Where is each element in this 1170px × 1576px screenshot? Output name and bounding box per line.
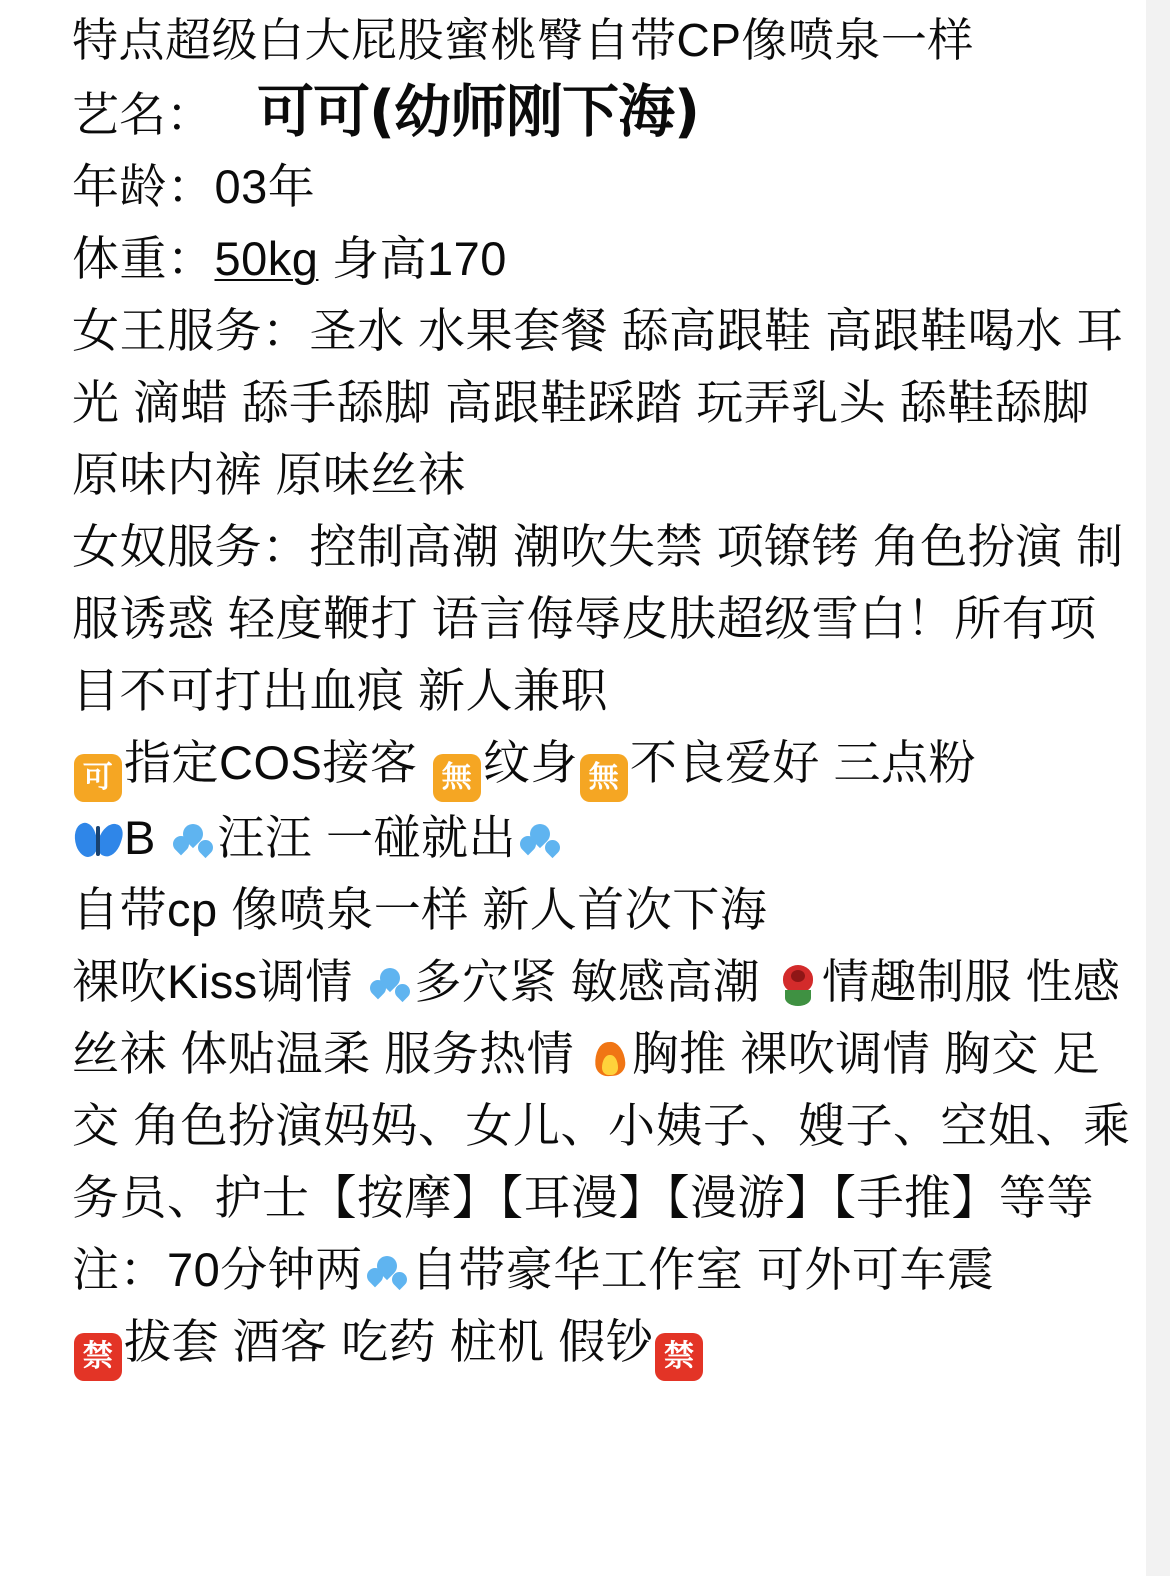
stage-name-value: 可可(幼师刚下海): [257, 79, 700, 145]
rose-icon: [776, 964, 820, 1008]
service-line: [72, 946, 1132, 1234]
weight-height-line: [72, 223, 1132, 295]
cos-text-a: 指定COS接客: [124, 736, 431, 789]
queen-service-line: 女王服务：圣水 水果套餐 舔高跟鞋 高跟鞋喝水 耳光 滴蜡 舔手舔脚 高跟鞋踩踏 玩弄乳头 舔鞋舔脚 原味内裤 原味丝袜: [72, 304, 1124, 501]
service-text-b: 多穴紧 敏感高潮: [414, 955, 774, 1008]
weight-label: 体重：: [72, 232, 215, 285]
stage-name-label: 艺名：: [72, 88, 213, 141]
service-text-d: 胸推 裸吹调情 胸交 足交 角色扮演妈妈、女儿、小姨子、嫂子、空姐、乘务员、护士【按摩】【耳漫】【漫游】【手推】等等: [72, 1027, 1131, 1224]
document-content: [0, 4, 1146, 1381]
page-right-gutter: [1146, 0, 1170, 1576]
slave-service-line: 女奴服务：控制高潮 潮吹失禁 项镣铐 角色扮演 制服诱惑 轻度鞭打 语言侮辱皮肤超级雪白！所有项目不可打出血痕 新人兼职: [72, 520, 1124, 717]
forbidden-text: 拔套 酒客 吃药 桩机 假钞: [124, 1315, 654, 1368]
note-text-a: 注：70分钟两: [72, 1243, 363, 1296]
butterfly-icon: [74, 820, 122, 862]
sweat-droplets-icon-2: [518, 820, 562, 862]
fire-icon: [590, 1036, 630, 1080]
cos-text-c: 不良爱好 三点粉: [629, 736, 976, 789]
jin-badge-icon-2: 禁: [655, 1333, 703, 1381]
forbidden-line: [72, 1306, 1132, 1381]
features-line: 特点超级白大屁股蜜桃臀自带CP像喷泉一样: [72, 14, 974, 66]
note-line: [72, 1234, 1132, 1306]
service-text-a: 裸吹Kiss调情: [72, 955, 367, 1008]
wu-badge-icon-1: 無: [433, 754, 481, 802]
cos-line: [72, 727, 1132, 802]
sweat-droplets-icon-1: [171, 820, 215, 862]
sweat-droplets-icon-3: [368, 964, 412, 1006]
height-value: 身高170: [318, 232, 507, 285]
bust-line: [72, 802, 1132, 874]
age-line: 年龄：03年: [72, 160, 316, 213]
jin-badge-icon-1: 禁: [74, 1333, 122, 1381]
cos-text-b: 纹身: [482, 736, 578, 789]
weight-value: 50kg: [214, 232, 319, 285]
stage-name-line: [72, 76, 1132, 151]
bust-text-a: B: [124, 811, 170, 864]
note-text-b: 自带豪华工作室 可外可车震: [410, 1243, 995, 1296]
service-text-c: 情趣制服 性感丝袜 体贴温柔 服务热情: [72, 955, 1121, 1080]
bust-text-b: 汪汪 一碰就出: [217, 811, 516, 864]
sweat-droplets-icon-4: [365, 1252, 409, 1294]
cp-line: 自带cp 像喷泉一样 新人首次下海: [72, 883, 768, 936]
ke-badge-icon: 可: [74, 754, 122, 802]
wu-badge-icon-2: 無: [580, 754, 628, 802]
